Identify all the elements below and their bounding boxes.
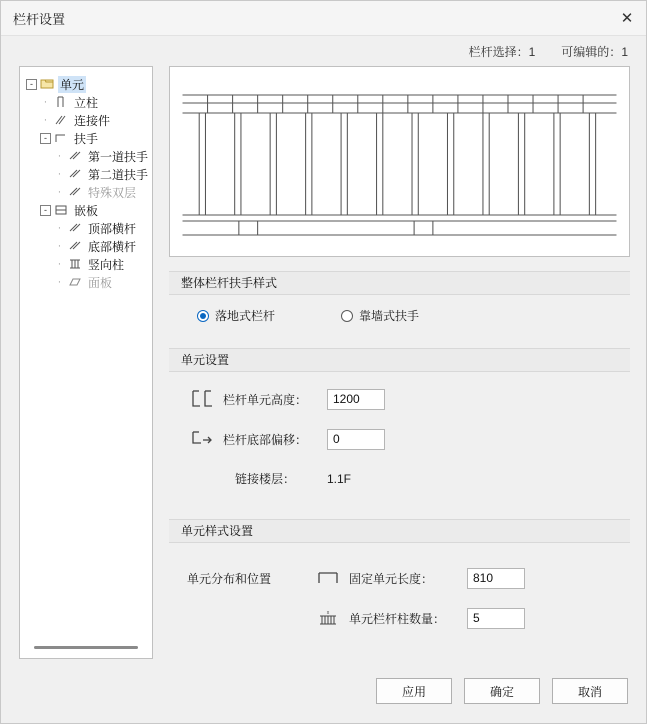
close-icon[interactable]: ✕ [620,10,634,27]
unit-height-row [169,386,630,412]
tree-item[interactable] [26,219,148,237]
cancel-button[interactable]: 取消 [552,678,628,704]
dialog-footer [1,659,646,723]
baluster-count-row [169,605,630,631]
radio-floor-standing[interactable] [197,307,275,324]
folder-icon [40,78,55,91]
ok-button[interactable]: 确定 [464,678,540,704]
unit-height-input[interactable] [327,389,385,410]
editable-label: 可编辑的： [561,44,622,59]
tree-item[interactable] [26,111,148,129]
window-title: 栏杆设置 [13,11,66,27]
info-strip [1,36,646,66]
section-header-unit-style: 单元样式设置 [169,519,630,543]
apply-button[interactable]: 应用 [376,678,452,704]
tree-item[interactable] [26,165,148,183]
railing-preview [169,66,630,257]
fixed-length-input[interactable] [467,568,525,589]
unit-distribution-row [169,565,630,591]
tree-item-label: 顶部横杆 [88,221,137,236]
fixed-length-label: 固定单元长度： [349,571,434,586]
tree-item-label: 底部横杆 [88,239,137,254]
unit-offset-input[interactable] [327,429,385,450]
section-header-unit: 单元设置 [169,348,630,372]
tree-branch-line: · [57,239,62,252]
linked-floor-row [169,470,630,487]
tree-item-label: 单元 [60,77,85,92]
tree-item-label: 第二道扶手 [88,167,149,182]
fixed-length-glyph [315,567,341,589]
tree-item-label: 竖向柱 [88,257,125,272]
radio-wall-mounted[interactable] [341,307,419,324]
handrail-icon [54,132,69,145]
tree-item[interactable] [26,255,148,273]
tree-expander-icon[interactable]: - [40,133,51,144]
rail-icon [68,240,83,253]
tree-item-label: 嵌板 [74,203,99,218]
rail-icon [68,186,83,199]
tree-branch-line: · [57,257,62,270]
tree-expander-icon[interactable]: - [40,205,51,216]
rail-icon [68,150,83,163]
editable-value: 1 [621,44,628,59]
tree-item[interactable] [26,237,148,255]
tree-item[interactable] [26,75,148,93]
tree-item-label: 立柱 [74,95,99,110]
panel-icon [54,204,69,217]
height-glyph [190,388,214,410]
tree-item[interactable] [26,273,148,291]
selection-value: 1 [528,44,536,59]
selection-label: 栏杆选择： [468,44,529,59]
face-icon [68,276,83,289]
tree-item-label: 第一道扶手 [88,149,149,164]
railing-preview-drawing [170,67,629,256]
style-radio-group [169,295,630,334]
section-header-style: 整体栏杆扶手样式 [169,271,630,295]
tree-branch-line: · [57,167,62,180]
tree-item[interactable] [26,201,148,219]
settings-pane [169,66,630,659]
baluster-count-input[interactable] [467,608,525,629]
baluster-icon [68,258,83,271]
tree-branch-line: · [43,113,48,126]
component-tree[interactable] [19,66,153,659]
tree-item[interactable] [26,129,148,147]
radio-indicator [197,310,209,322]
tree-branch-line: · [57,185,62,198]
unit-offset-icon [187,426,217,452]
connector-icon [54,114,69,127]
dialog-body [1,66,646,659]
tree-branch-line: · [57,275,62,288]
unit-distribution-label: 单元分布和位置 [187,571,272,586]
baluster-count-glyph [315,607,341,629]
fixed-length-icon [313,565,343,591]
editable-count [561,43,628,60]
tree-horizontal-scrollbar[interactable] [34,646,138,649]
svg-text:x: x [326,610,330,616]
linked-floor-value: 1.1F [327,471,352,486]
offset-glyph [190,428,214,450]
radio-indicator [341,310,353,322]
unit-height-label: 栏杆单元高度： [223,392,308,407]
post-icon [54,96,69,109]
rail-icon [68,222,83,235]
tree-branch-line: · [43,95,48,108]
tree-item-label: 面板 [88,275,113,290]
tree-item[interactable] [26,93,148,111]
tree-expander-icon[interactable]: - [26,79,37,90]
tree-branch-line: · [57,221,62,234]
tree-item-label: 连接件 [74,113,111,128]
tree-item-label: 扶手 [74,131,99,146]
selection-count [469,43,536,60]
radio-wall-mounted-label: 靠墙式扶手 [359,309,420,323]
linked-floor-label: 链接楼层： [235,472,296,486]
tree-item-label: 特殊双层 [88,185,137,200]
radio-floor-standing-label: 落地式栏杆 [215,309,276,323]
unit-height-icon [187,386,217,412]
rail-icon [68,168,83,181]
tree-item[interactable] [26,147,148,165]
baluster-count-label: 单元栏杆柱数量： [349,611,446,626]
baluster-count-icon [313,605,343,631]
unit-offset-row [169,426,630,452]
unit-offset-label: 栏杆底部偏移： [223,432,308,447]
tree-item[interactable] [26,183,148,201]
title-bar [1,1,646,36]
tree-branch-line: · [57,149,62,162]
